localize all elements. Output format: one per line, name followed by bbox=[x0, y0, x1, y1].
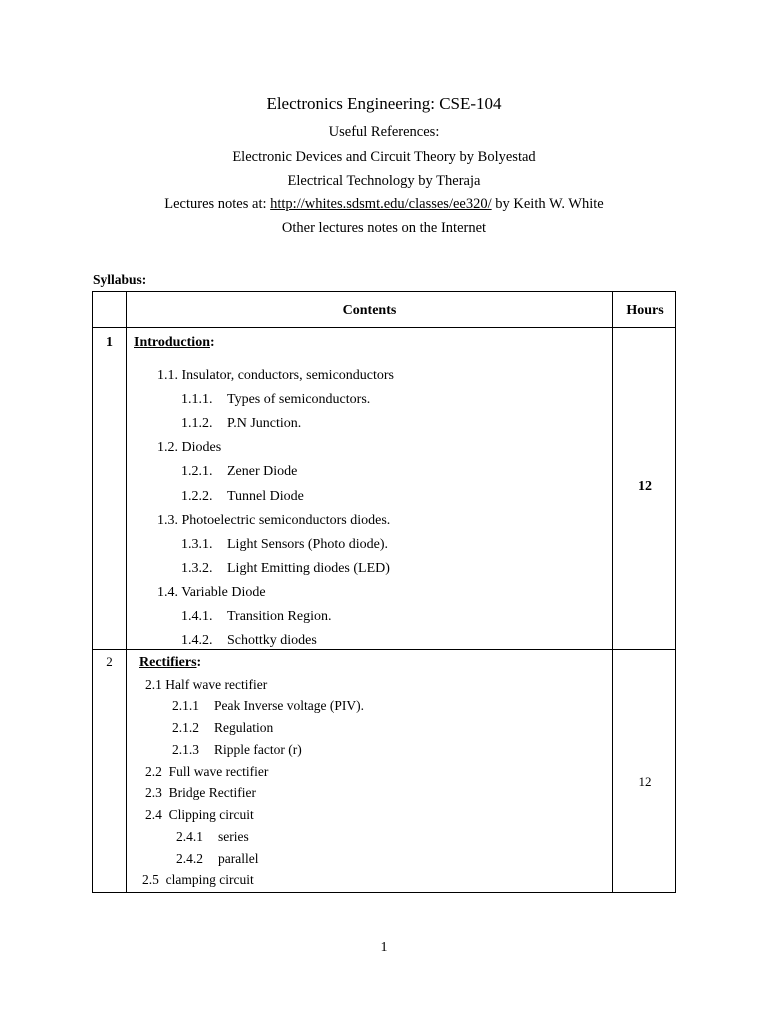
topic-text: series bbox=[218, 829, 249, 844]
syllabus-table bbox=[92, 291, 676, 893]
topic-text: clamping circuit bbox=[165, 872, 254, 887]
topic-text: Schottky diodes bbox=[227, 633, 317, 648]
topic-text: Insulator, conductors, semiconductors bbox=[181, 368, 395, 383]
topic-text: Light Sensors (Photo diode). bbox=[227, 537, 388, 552]
topic-text: Photoelectric semiconductors diodes. bbox=[181, 513, 391, 528]
topic-number: 1.2.1. bbox=[181, 464, 213, 479]
topic-number: 2.2 bbox=[145, 764, 162, 779]
row-number: 1 bbox=[106, 335, 113, 350]
topic-number: 1.4.2. bbox=[181, 633, 213, 648]
topic-text: Diodes bbox=[181, 440, 222, 455]
topic-number: 1.3.1. bbox=[181, 537, 213, 552]
topic-item bbox=[145, 785, 256, 801]
topic-text: P.N Junction. bbox=[227, 416, 302, 431]
document-title: Electronics Engineering: CSE-104 bbox=[266, 94, 502, 113]
topic-number: 1.1.2. bbox=[181, 416, 213, 431]
topic-number: 1.2. bbox=[157, 440, 178, 455]
column-header-hours: Hours bbox=[626, 303, 664, 318]
section-title-text: Rectifiers bbox=[139, 655, 197, 670]
row-hours: 12 bbox=[638, 774, 652, 789]
references-heading: Useful References: bbox=[328, 124, 440, 140]
topic-text: Types of semiconductors. bbox=[227, 392, 371, 407]
section-title-colon: : bbox=[196, 655, 202, 670]
topic-item bbox=[176, 851, 258, 867]
topic-item bbox=[172, 698, 364, 714]
topic-number: 2.5 bbox=[142, 872, 159, 887]
topic-list-rectifiers bbox=[93, 292, 675, 892]
topic-number: 2.4.2 bbox=[176, 851, 203, 866]
topic-text: Half wave rectifier bbox=[165, 677, 268, 692]
topic-number: 1.3.2. bbox=[181, 561, 213, 576]
topic-text: Tunnel Diode bbox=[227, 489, 304, 504]
topic-item bbox=[145, 677, 267, 693]
topic-text: Transition Region. bbox=[227, 609, 332, 624]
topic-item bbox=[145, 764, 268, 780]
topic-text: Bridge Rectifier bbox=[168, 785, 256, 800]
row-hours: 12 bbox=[638, 479, 652, 494]
topic-text: parallel bbox=[218, 851, 259, 866]
topic-item bbox=[176, 829, 249, 845]
topic-text: Clipping circuit bbox=[168, 807, 254, 822]
topic-item bbox=[145, 807, 254, 823]
topic-number: 1.1.1. bbox=[181, 392, 213, 407]
row-number: 2 bbox=[106, 654, 113, 669]
topic-number: 1.3. bbox=[157, 513, 178, 528]
reference-theraja: Electrical Technology by Theraja bbox=[287, 173, 481, 189]
topic-item bbox=[172, 742, 302, 758]
lecture-notes-link[interactable]: http://whites.sdsmt.edu/classes/ee320/ bbox=[270, 196, 492, 212]
reference-lecture-notes-author: by Keith W. White bbox=[491, 196, 604, 212]
topic-text: Variable Diode bbox=[181, 585, 266, 600]
topic-number: 1.4. bbox=[157, 585, 178, 600]
topic-text: Full wave rectifier bbox=[168, 764, 269, 779]
reference-lecture-notes-prefix: Lectures notes at: bbox=[164, 196, 271, 212]
page-number: 1 bbox=[380, 940, 388, 955]
topic-number: 2.1.1 bbox=[172, 698, 199, 713]
topic-text: Zener Diode bbox=[227, 464, 298, 479]
topic-number: 2.1.3 bbox=[172, 742, 199, 757]
topic-number: 1.4.1. bbox=[181, 609, 213, 624]
reference-boylestad: Electronic Devices and Circuit Theory by Bolyestad bbox=[232, 149, 536, 165]
topic-item bbox=[142, 872, 254, 888]
topic-number: 2.4 bbox=[145, 807, 162, 822]
column-header-contents: Contents bbox=[342, 303, 397, 318]
topic-item bbox=[172, 720, 273, 736]
section-title-text: Introduction bbox=[134, 335, 210, 350]
topic-number: 2.1.2 bbox=[172, 720, 199, 735]
topic-number: 1.2.2. bbox=[181, 489, 213, 504]
topic-text: Regulation bbox=[214, 720, 274, 735]
topic-number: 1.1. bbox=[157, 368, 178, 383]
reference-internet-notes: Other lectures notes on the Internet bbox=[281, 220, 487, 236]
topic-number: 2.1 bbox=[145, 677, 162, 692]
topic-number: 2.3 bbox=[145, 785, 162, 800]
topic-number: 2.4.1 bbox=[176, 829, 203, 844]
section-title-colon: : bbox=[209, 335, 215, 350]
topic-text: Peak Inverse voltage (PIV). bbox=[214, 698, 364, 713]
reference-lecture-notes bbox=[0, 196, 768, 213]
topic-text: Ripple factor (r) bbox=[214, 742, 302, 757]
topic-text: Light Emitting diodes (LED) bbox=[227, 561, 390, 576]
syllabus-label: Syllabus: bbox=[93, 272, 147, 287]
